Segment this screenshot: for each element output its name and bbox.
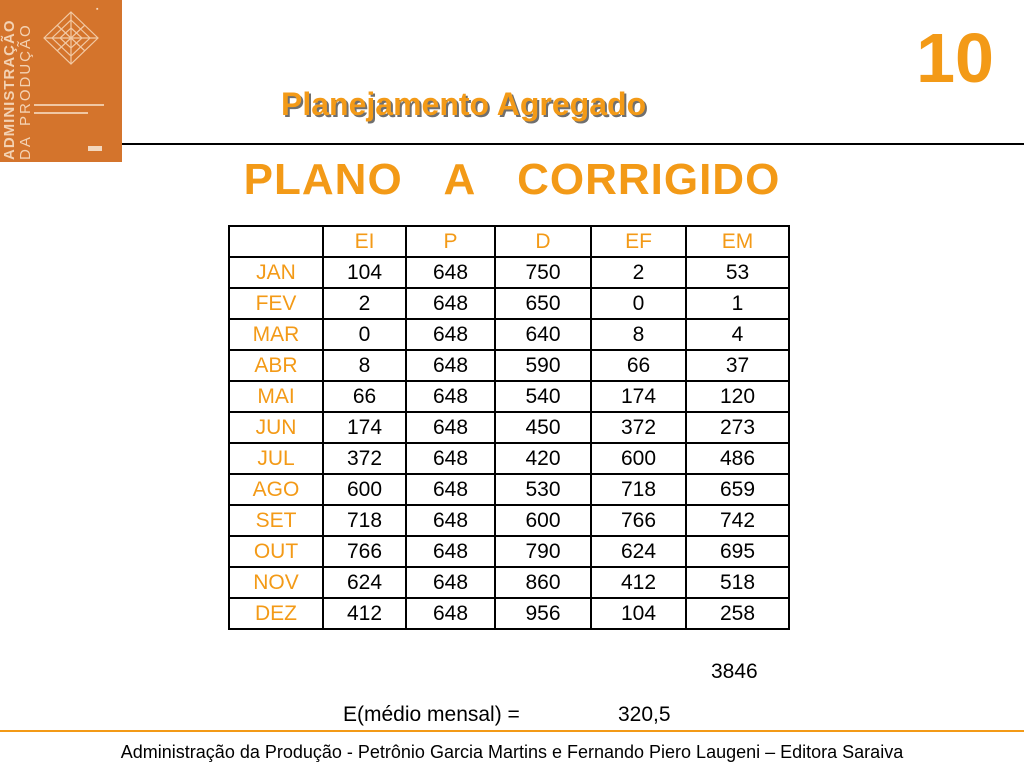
table-row: [229, 598, 789, 629]
value-cell-em: 273: [686, 412, 789, 443]
value-cell-ef: 66: [591, 350, 686, 381]
month-cell: MAI: [229, 381, 323, 412]
publisher-logo: [88, 146, 102, 151]
value-cell-p: 648: [406, 412, 495, 443]
section-title: Planejamento Agregado: [281, 86, 647, 122]
table-row: [229, 381, 789, 412]
table-row: [229, 288, 789, 319]
value-cell-em: 120: [686, 381, 789, 412]
value-cell-ei: 372: [323, 443, 406, 474]
column-header-d: D: [495, 226, 591, 257]
value-cell-em: 659: [686, 474, 789, 505]
value-cell-ef: 372: [591, 412, 686, 443]
month-cell: JAN: [229, 257, 323, 288]
value-cell-ef: 2: [591, 257, 686, 288]
value-cell-em: 258: [686, 598, 789, 629]
value-cell-ei: 718: [323, 505, 406, 536]
value-cell-em: 486: [686, 443, 789, 474]
value-cell-p: 648: [406, 474, 495, 505]
cover-subtitle-line: [34, 104, 104, 106]
value-cell-em: 37: [686, 350, 789, 381]
value-cell-ef: 718: [591, 474, 686, 505]
value-cell-em: 742: [686, 505, 789, 536]
value-cell-d: 790: [495, 536, 591, 567]
table-header-row: [229, 226, 789, 257]
value-cell-ef: 412: [591, 567, 686, 598]
value-cell-d: 450: [495, 412, 591, 443]
production-plan-table: [228, 225, 790, 630]
value-cell-em: 4: [686, 319, 789, 350]
value-cell-d: 956: [495, 598, 591, 629]
value-cell-ef: 766: [591, 505, 686, 536]
value-cell-p: 648: [406, 567, 495, 598]
value-cell-ef: 8: [591, 319, 686, 350]
value-cell-em: 518: [686, 567, 789, 598]
cover-subtitle-line: [34, 112, 88, 114]
value-cell-p: 648: [406, 350, 495, 381]
value-cell-d: 650: [495, 288, 591, 319]
column-header-ei: EI: [323, 226, 406, 257]
value-cell-ei: 174: [323, 412, 406, 443]
month-cell: DEZ: [229, 598, 323, 629]
value-cell-ef: 174: [591, 381, 686, 412]
table-row: [229, 567, 789, 598]
value-cell-em: 53: [686, 257, 789, 288]
value-cell-ef: 0: [591, 288, 686, 319]
value-cell-d: 420: [495, 443, 591, 474]
cover-title-line1: ADMINISTRAÇÃO: [1, 19, 18, 160]
footer-divider: [0, 730, 1024, 732]
table-row: [229, 474, 789, 505]
average-value: 320,5: [618, 703, 671, 726]
em-total: 3846: [711, 660, 758, 683]
average-label: E(médio mensal) =: [343, 703, 520, 726]
month-cell: ABR: [229, 350, 323, 381]
month-cell: AGO: [229, 474, 323, 505]
table-row: [229, 350, 789, 381]
value-cell-p: 648: [406, 536, 495, 567]
value-cell-p: 648: [406, 443, 495, 474]
header-divider: [122, 143, 1024, 145]
value-cell-d: 600: [495, 505, 591, 536]
value-cell-ef: 104: [591, 598, 686, 629]
cover-title-line2-left: DA: [17, 135, 34, 160]
table-body: [229, 257, 789, 629]
cover-title: [2, 0, 34, 160]
value-cell-p: 648: [406, 319, 495, 350]
book-cover-image: [0, 0, 122, 162]
cover-diamond-graphic: [40, 8, 102, 88]
table-row: [229, 319, 789, 350]
month-cell: FEV: [229, 288, 323, 319]
value-cell-d: 530: [495, 474, 591, 505]
value-cell-em: 1: [686, 288, 789, 319]
slide-title: PLANO A CORRIGIDO: [243, 155, 781, 204]
value-cell-ei: 600: [323, 474, 406, 505]
column-header-month: [229, 226, 323, 257]
table-row: [229, 443, 789, 474]
column-header-em: EM: [686, 226, 789, 257]
value-cell-ef: 600: [591, 443, 686, 474]
table-row: [229, 412, 789, 443]
month-cell: MAR: [229, 319, 323, 350]
value-cell-p: 648: [406, 257, 495, 288]
value-cell-ei: 412: [323, 598, 406, 629]
value-cell-d: 540: [495, 381, 591, 412]
value-cell-em: 695: [686, 536, 789, 567]
value-cell-ei: 2: [323, 288, 406, 319]
value-cell-d: 640: [495, 319, 591, 350]
value-cell-ei: 66: [323, 381, 406, 412]
column-header-p: P: [406, 226, 495, 257]
value-cell-ei: 624: [323, 567, 406, 598]
value-cell-d: 860: [495, 567, 591, 598]
cover-title-line2-right: PRODUÇÃO: [17, 23, 34, 126]
cover-edition-mark: ▪: [96, 6, 99, 13]
month-cell: OUT: [229, 536, 323, 567]
footer-credits: Administração da Produção - Petrônio Garcia Martins e Fernando Piero Laugeni – Editora Saraiva: [120, 742, 904, 762]
month-cell: SET: [229, 505, 323, 536]
value-cell-p: 648: [406, 288, 495, 319]
month-cell: NOV: [229, 567, 323, 598]
value-cell-ei: 8: [323, 350, 406, 381]
value-cell-ei: 766: [323, 536, 406, 567]
value-cell-p: 648: [406, 598, 495, 629]
value-cell-d: 590: [495, 350, 591, 381]
table-row: [229, 257, 789, 288]
value-cell-d: 750: [495, 257, 591, 288]
value-cell-p: 648: [406, 505, 495, 536]
value-cell-ei: 0: [323, 319, 406, 350]
chapter-number: 10: [916, 19, 994, 97]
value-cell-ef: 624: [591, 536, 686, 567]
month-cell: JUL: [229, 443, 323, 474]
column-header-ef: EF: [591, 226, 686, 257]
table-row: [229, 505, 789, 536]
month-cell: JUN: [229, 412, 323, 443]
value-cell-p: 648: [406, 381, 495, 412]
table-row: [229, 536, 789, 567]
value-cell-ei: 104: [323, 257, 406, 288]
